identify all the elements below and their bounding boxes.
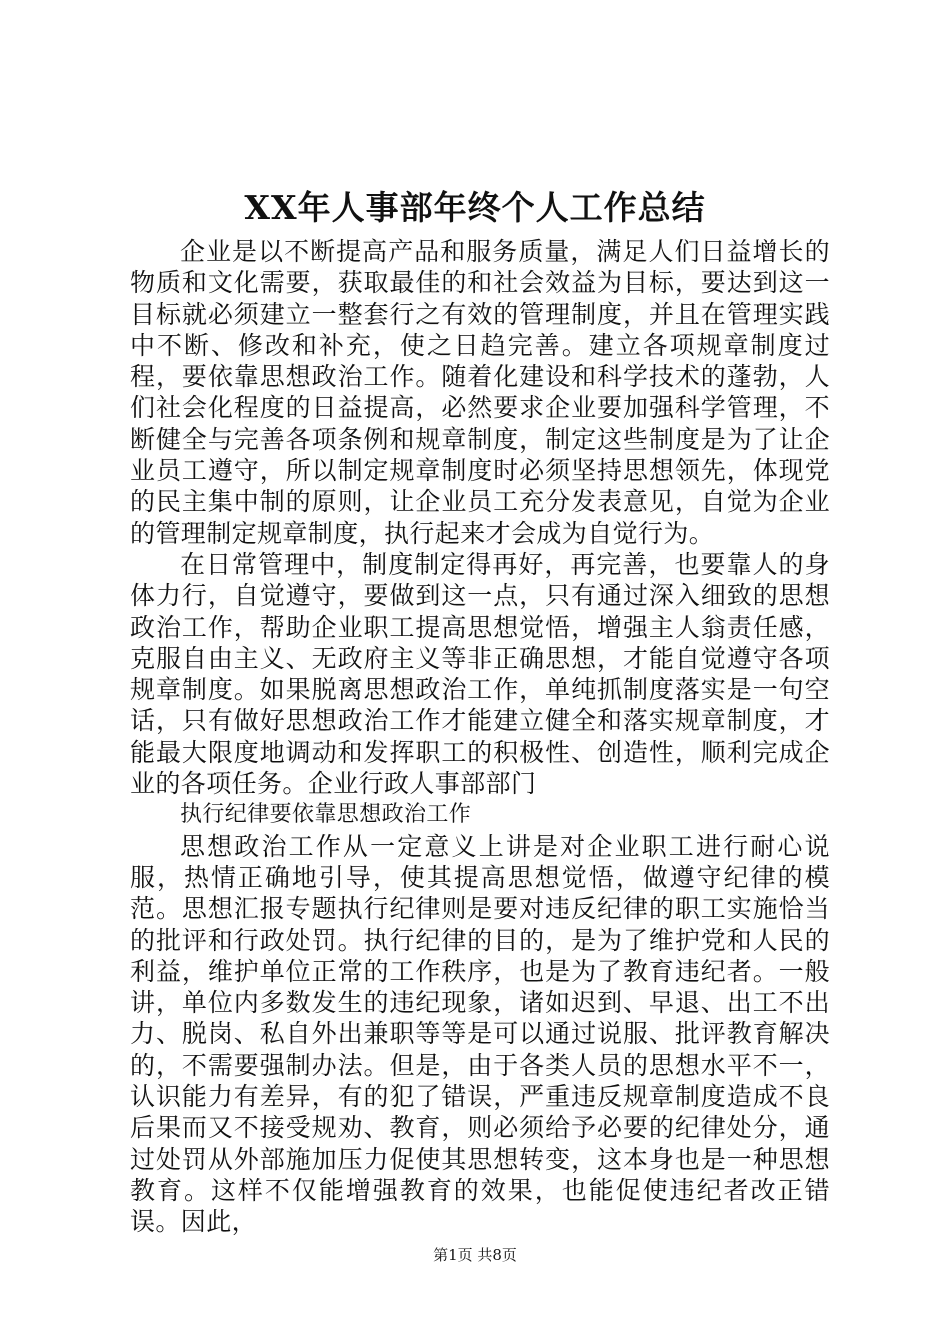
paragraph-3: 思想政治工作从一定意义上讲是对企业职工进行耐心说服，热情正确地引导，使其提高思想觉悟，做遵守纪律的模范。思想汇报专题执行纪律则是要对违反纪律的职工实施恰当的批评和行政处罚。执行纪律的目的，是为了维护党和人民的利益，维护单位正常的工作秩序，也是为了教育违纪者。一般讲，单位内多数发生的违纪现象，诸如迟到、早退、出工不出力、脱岗、私自外出兼职等等是可以通过说服、批评教育解决的，不需要强制办法。但是，由于各类人员的思想水平不一，认识能力有差异，有的犯了错误，严重违反规章制度造成不良后果而又不接受规劝、教育，则必须给予必要的纪律处分，通过处罚从外部施加压力促使其思想转变，这本身也是一种思想教育。这样不仅能增强教育的效果，也能促使违纪者改正错误。因此， [130, 831, 830, 1237]
paragraph-1: 企业是以不断提高产品和服务质量，满足人们日益增长的物质和文化需要，获取最佳的和社会效益为目标，要达到这一目标就必须建立一整套行之有效的管理制度，并且在管理实践中不断、修改和补充，使之日趋完善。建立各项规章制度过程，要依靠思想政治工作。随着化建设和科学技术的蓬勃，人们社会化程度的日益提高，必然要求企业要加强科学管理，不断健全与完善各项条例和规章制度，制定这些制度是为了让企业员工遵守，所以制定规章制度时必须坚持思想领先，体现党的民主集中制的原则，让企业员工充分发表意见，自觉为企业的管理制定规章制度，执行起来才会成为自觉行为。 [130, 237, 830, 548]
paragraph-2: 在日常管理中，制度制定得再好，再完善，也要靠人的身体力行，自觉遵守，要做到这一点，只有通过深入细致的思想政治工作，帮助企业职工提高思想觉悟，增强主人翁责任感，克服自由主义、无政府主义等非正确思想，才能自觉遵守各项规章制度。如果脱离思想政治工作，单纯抓制度落实是一句空话，只有做好思想政治工作才能建立健全和落实规章制度，才能最大限度地调动和发挥职工的积极性、创造性，顺利完成企业的各项任务。企业行政人事部部门 [130, 549, 830, 799]
document-body [130, 236, 830, 1238]
section-heading: 执行纪律要依靠思想政治工作 [180, 802, 472, 828]
page-footer: 第1页 共8页 [433, 1246, 517, 1264]
document-title: XX年人事部年终个人工作总结 [244, 188, 706, 227]
